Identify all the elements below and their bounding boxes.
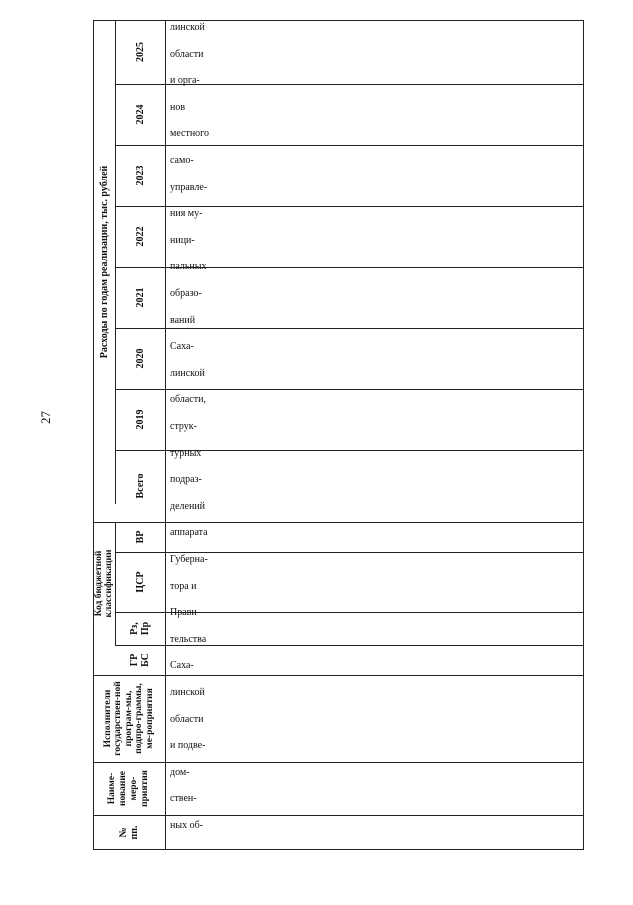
header-name: Наиме-нование меро-приятия — [107, 770, 150, 807]
table-border-top — [93, 20, 584, 21]
header-budget-code-group: Код бюджетной классификации — [94, 549, 114, 618]
name-column-line: Губерна- — [170, 554, 208, 565]
name-column-line: линской — [170, 367, 205, 379]
page-number: 27 — [38, 411, 53, 424]
name-column-line: ных об- — [170, 820, 203, 831]
header-csr: ЦСР — [134, 571, 146, 593]
name-column-line: Прави- — [170, 607, 201, 619]
name-column-line: подраз- — [170, 474, 202, 486]
divider-2023-2022 — [115, 206, 584, 207]
name-column-line: тора и — [170, 580, 197, 592]
divider-name-number — [93, 815, 584, 816]
name-column-line: дом- — [170, 766, 190, 778]
header-rzpr: Рз, Пр — [129, 621, 151, 636]
name-column-line: турных — [170, 447, 202, 459]
header-vr: ВР — [134, 530, 146, 544]
divider-2024-2023 — [115, 145, 584, 146]
header-year-2021: 2021 — [134, 287, 146, 308]
name-column-line: аппарата — [170, 527, 208, 539]
divider-executors-name — [93, 762, 584, 763]
divider-2021-2020 — [115, 328, 584, 329]
name-column-line: управле- — [170, 181, 208, 193]
name-column-line: Саха- — [170, 341, 194, 353]
header-total: Всего — [134, 473, 146, 499]
name-column-line: образо- — [170, 288, 202, 299]
name-column-line: нов — [170, 101, 186, 113]
header-year-2022: 2022 — [134, 226, 146, 247]
divider-grbs-executors — [93, 675, 584, 676]
header-year-2020: 2020 — [134, 348, 146, 369]
name-column-line: ствен- — [170, 793, 197, 805]
header-executors: Исполнители государствен-ной програм-мы, подпро-граммы, ме-роприятия — [102, 681, 155, 756]
name-column-line: ваний — [170, 314, 196, 326]
header-year-2019: 2019 — [134, 409, 146, 430]
name-column-line: пальных — [170, 261, 207, 273]
name-column-line: области, — [170, 394, 206, 406]
name-column-line: местного — [170, 128, 210, 140]
header-grbs: ГР БС — [129, 653, 151, 667]
header-year-2025: 2025 — [134, 42, 146, 62]
name-column-line: ници- — [170, 234, 195, 246]
table-border-bottom — [93, 849, 584, 850]
name-column-line: тельства — [170, 633, 207, 645]
name-column-line: само- — [170, 155, 194, 166]
header-year-2024: 2024 — [134, 104, 146, 125]
name-column-line: линской — [170, 687, 205, 698]
divider-total-vr — [93, 522, 584, 523]
name-column-line: линской — [170, 22, 205, 33]
name-column-line: струк- — [170, 421, 197, 432]
name-column-line: области — [170, 48, 204, 60]
divider-vr-csr — [115, 552, 584, 553]
name-column-line: делений — [170, 500, 206, 512]
name-column-line: ния му- — [170, 208, 203, 220]
name-column-line: и подве- — [170, 740, 206, 752]
name-column-line: Саха- — [170, 660, 194, 672]
divider-2020-2019 — [115, 389, 584, 390]
header-year-2023: 2023 — [134, 165, 146, 186]
header-expenses-group: Расходы по годам реализации, тыс. рублей — [98, 165, 110, 359]
name-column-line: и орга- — [170, 75, 200, 87]
header-number: № пп. — [118, 825, 140, 840]
name-column-line: области — [170, 713, 204, 725]
